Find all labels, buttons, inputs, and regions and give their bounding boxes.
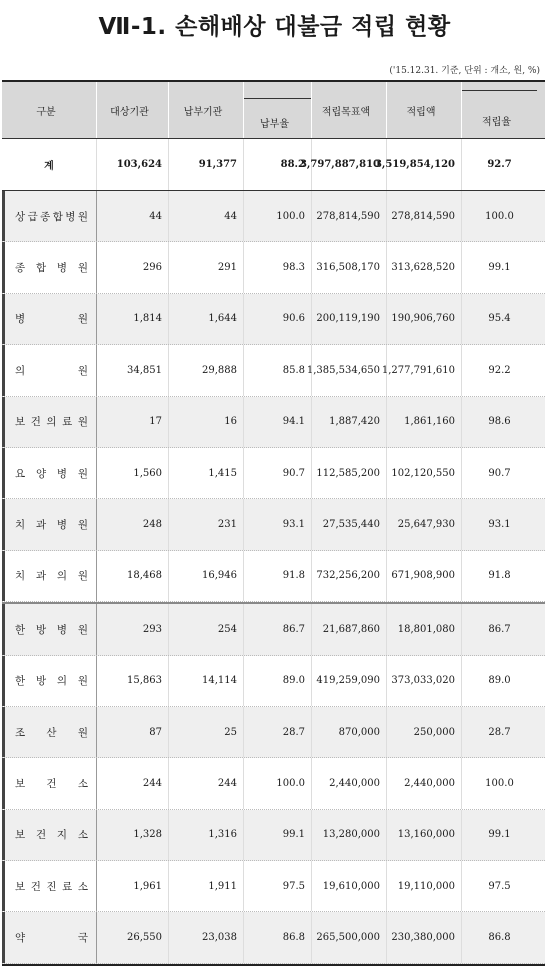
cell-target: 1,961 — [97, 861, 169, 911]
total-paid-rate: 88.2 — [244, 139, 312, 190]
header-category: 구분 — [2, 82, 97, 138]
category-char: 병 — [56, 623, 68, 636]
category-char: 원 — [77, 623, 88, 636]
cell-paid-inst: 23,038 — [169, 912, 244, 962]
total-target: 103,624 — [97, 139, 169, 190]
category-char: 소 — [77, 829, 88, 842]
total-row — [2, 139, 545, 191]
cell-target-amount: 13,280,000 — [312, 810, 387, 860]
header-target: 대상기관 — [97, 82, 169, 138]
category-char: 보 — [15, 829, 26, 842]
total-label: 계 — [2, 139, 97, 190]
table-row — [2, 499, 545, 550]
cell-paid-inst: 244 — [169, 758, 244, 808]
category-char: 병 — [56, 519, 68, 532]
category-char: 약 — [15, 932, 26, 945]
category-char: 방 — [35, 623, 47, 636]
cell-target: 1,328 — [97, 810, 169, 860]
cell-target: 1,814 — [97, 294, 169, 344]
category-char: 원 — [77, 262, 88, 275]
category-char: 병 — [56, 467, 68, 480]
row-category — [2, 448, 97, 498]
category-char: 종 — [15, 262, 26, 275]
category-char: 보 — [15, 777, 26, 790]
cell-accrual-rate: 99.1 — [488, 829, 511, 841]
category-char: 원 — [77, 726, 88, 739]
cell-paid-rate: 90.7 — [244, 448, 312, 498]
table-row — [2, 551, 545, 602]
category-char: 건 — [30, 416, 41, 429]
cell-paid-inst: 29,888 — [169, 345, 244, 395]
table-header — [2, 82, 545, 139]
cell-target-amount: 278,814,590 — [312, 191, 387, 241]
category-char: 양 — [35, 467, 47, 480]
row-category — [2, 758, 97, 808]
category-char: 건 — [46, 777, 57, 790]
cell-paid-inst: 16 — [169, 397, 244, 447]
cell-accrual-rate: 90.7 — [488, 467, 511, 479]
cell-accrual-rate: 86.7 — [488, 623, 511, 635]
header-accrual-rate: 적립율 — [462, 82, 537, 138]
row-category — [2, 242, 97, 292]
cell-target-amount: 19,610,000 — [312, 861, 387, 911]
table-row — [2, 656, 545, 707]
category-char: 원 — [77, 313, 88, 326]
category-char: 한 — [15, 675, 26, 688]
cell-target: 293 — [97, 604, 169, 654]
category-char: 상 — [15, 210, 26, 223]
cell-amount: 1,861,160 — [387, 397, 462, 447]
category-char: 료 — [62, 416, 73, 429]
table-row — [2, 345, 545, 396]
cell-accrual-rate: 97.5 — [488, 880, 511, 892]
category-char: 의 — [56, 570, 68, 583]
row-category — [2, 707, 97, 757]
category-char: 산 — [46, 726, 57, 739]
cell-target: 296 — [97, 242, 169, 292]
category-char: 보 — [15, 416, 26, 429]
row-category — [2, 499, 97, 549]
cell-target-amount: 419,259,090 — [312, 656, 387, 706]
cell-paid-rate: 100.0 — [244, 191, 312, 241]
category-char: 국 — [77, 932, 88, 945]
row-category — [2, 656, 97, 706]
cell-paid-rate: 98.3 — [244, 242, 312, 292]
table-row — [2, 397, 545, 448]
header-paid-inst: 납부기관 — [169, 82, 244, 138]
cell-amount: 1,277,791,610 — [387, 345, 462, 395]
category-char: 과 — [35, 519, 47, 532]
cell-paid-inst: 25 — [169, 707, 244, 757]
category-char: 원 — [77, 570, 88, 583]
category-char: 과 — [35, 570, 47, 583]
category-char: 원 — [77, 210, 88, 223]
cell-amount: 25,647,930 — [387, 499, 462, 549]
category-char: 병 — [56, 262, 68, 275]
cell-target: 34,851 — [97, 345, 169, 395]
category-char: 요 — [15, 467, 26, 480]
table-row — [2, 810, 545, 861]
category-char: 소 — [77, 777, 88, 790]
cell-amount: 373,033,020 — [387, 656, 462, 706]
cell-target-amount: 732,256,200 — [312, 551, 387, 601]
category-char: 의 — [56, 675, 68, 688]
cell-amount: 2,440,000 — [387, 758, 462, 808]
row-category — [2, 551, 97, 601]
total-paid-inst: 91,377 — [169, 139, 244, 190]
cell-accrual-rate: 95.4 — [488, 313, 511, 325]
category-char: 료 — [62, 880, 73, 893]
cell-target-amount: 2,440,000 — [312, 758, 387, 808]
row-category — [2, 397, 97, 447]
category-char: 병 — [15, 313, 26, 326]
table-row — [2, 602, 545, 655]
category-char: 원 — [77, 675, 88, 688]
cell-target-amount: 112,585,200 — [312, 448, 387, 498]
table-row — [2, 294, 545, 345]
cell-paid-rate: 97.5 — [244, 861, 312, 911]
cell-paid-rate: 91.8 — [244, 551, 312, 601]
cell-paid-rate: 85.8 — [244, 345, 312, 395]
cell-paid-inst: 231 — [169, 499, 244, 549]
cell-target: 244 — [97, 758, 169, 808]
category-char: 원 — [77, 519, 88, 532]
table-row — [2, 448, 545, 499]
row-category — [2, 861, 97, 911]
category-char: 방 — [35, 675, 47, 688]
table-body — [2, 191, 545, 964]
total-accrual-rate: 92.7 — [487, 159, 512, 170]
cell-accrual-rate: 86.8 — [488, 932, 511, 944]
row-category — [2, 912, 97, 962]
cell-accrual-rate: 100.0 — [485, 210, 514, 222]
cell-paid-rate: 94.1 — [244, 397, 312, 447]
cell-paid-rate: 89.0 — [244, 656, 312, 706]
category-char: 조 — [15, 726, 26, 739]
category-char: 합 — [35, 262, 47, 275]
cell-accrual-rate: 100.0 — [485, 777, 514, 789]
category-char: 한 — [15, 623, 26, 636]
category-char: 지 — [56, 829, 68, 842]
table-row — [2, 912, 545, 963]
header-amount: 적립액 — [387, 82, 462, 138]
cell-target: 44 — [97, 191, 169, 241]
cell-target-amount: 200,119,190 — [312, 294, 387, 344]
page-title: Ⅶ-1. 손해배상 대불금 적립 현황 — [98, 14, 451, 40]
cell-paid-rate: 90.6 — [244, 294, 312, 344]
cell-accrual-rate: 98.6 — [488, 416, 511, 428]
cell-target-amount: 316,508,170 — [312, 242, 387, 292]
row-category — [2, 294, 97, 344]
cell-target: 26,550 — [97, 912, 169, 962]
cell-paid-rate: 100.0 — [244, 758, 312, 808]
cell-amount: 18,801,080 — [387, 604, 462, 654]
total-amount: 3,519,854,120 — [387, 139, 462, 190]
category-char: 건 — [35, 829, 47, 842]
category-char: 원 — [77, 416, 88, 429]
cell-target-amount: 870,000 — [312, 707, 387, 757]
category-char: 급 — [27, 210, 38, 223]
cell-amount: 19,110,000 — [387, 861, 462, 911]
row-category — [2, 604, 97, 654]
table-row — [2, 707, 545, 758]
category-char: 의 — [46, 416, 57, 429]
cell-paid-inst: 14,114 — [169, 656, 244, 706]
total-target-amount: 3,797,887,810 — [312, 139, 387, 190]
category-char: 병 — [65, 210, 76, 223]
cell-amount: 102,120,550 — [387, 448, 462, 498]
table-row — [2, 861, 545, 912]
cell-accrual-rate: 93.1 — [488, 519, 511, 531]
header-paid-rate: 납부율 — [244, 82, 312, 138]
category-char: 보 — [15, 880, 26, 893]
cell-paid-inst: 1,644 — [169, 294, 244, 344]
cell-paid-rate: 86.7 — [244, 604, 312, 654]
cell-accrual-rate: 91.8 — [488, 570, 511, 582]
cell-amount: 671,908,900 — [387, 551, 462, 601]
cell-accrual-rate: 92.2 — [488, 364, 511, 376]
cell-amount: 250,000 — [387, 707, 462, 757]
accrual-table — [2, 80, 545, 966]
cell-paid-inst: 16,946 — [169, 551, 244, 601]
category-char: 진 — [46, 880, 57, 893]
cell-accrual-rate: 89.0 — [488, 675, 511, 687]
cell-paid-inst: 44 — [169, 191, 244, 241]
cell-target: 17 — [97, 397, 169, 447]
cell-amount: 13,160,000 — [387, 810, 462, 860]
cell-amount: 278,814,590 — [387, 191, 462, 241]
category-char: 원 — [77, 364, 88, 377]
cell-amount: 190,906,760 — [387, 294, 462, 344]
cell-paid-inst: 291 — [169, 242, 244, 292]
cell-target-amount: 27,535,440 — [312, 499, 387, 549]
category-char: 소 — [77, 880, 88, 893]
cell-target-amount: 1,385,534,650 — [312, 345, 387, 395]
cell-paid-rate: 86.8 — [244, 912, 312, 962]
row-category — [2, 810, 97, 860]
category-char: 치 — [15, 570, 26, 583]
cell-accrual-rate: 28.7 — [488, 726, 511, 738]
row-category — [2, 345, 97, 395]
category-char: 치 — [15, 519, 26, 532]
cell-paid-inst: 254 — [169, 604, 244, 654]
row-category — [2, 191, 97, 241]
cell-target-amount: 1,887,420 — [312, 397, 387, 447]
cell-accrual-rate: 99.1 — [488, 262, 511, 274]
category-char: 종 — [40, 210, 51, 223]
cell-paid-rate: 99.1 — [244, 810, 312, 860]
category-char: 합 — [52, 210, 63, 223]
cell-target: 18,468 — [97, 551, 169, 601]
cell-target: 1,560 — [97, 448, 169, 498]
cell-paid-inst: 1,415 — [169, 448, 244, 498]
cell-paid-inst: 1,911 — [169, 861, 244, 911]
header-target-amount: 적립목표액 — [312, 82, 387, 138]
cell-paid-rate: 28.7 — [244, 707, 312, 757]
cell-target: 15,863 — [97, 656, 169, 706]
table-row — [2, 242, 545, 293]
unit-note: ('15.12.31. 기준, 단위 : 개소, 원, %) — [389, 66, 540, 76]
table-row — [2, 758, 545, 809]
cell-paid-rate: 93.1 — [244, 499, 312, 549]
cell-paid-inst: 1,316 — [169, 810, 244, 860]
cell-target-amount: 265,500,000 — [312, 912, 387, 962]
cell-amount: 230,380,000 — [387, 912, 462, 962]
category-char: 의 — [15, 364, 26, 377]
table-row — [2, 191, 545, 242]
category-char: 원 — [77, 467, 88, 480]
cell-amount: 313,628,520 — [387, 242, 462, 292]
cell-target: 248 — [97, 499, 169, 549]
cell-target: 87 — [97, 707, 169, 757]
category-char: 건 — [30, 880, 41, 893]
cell-target-amount: 21,687,860 — [312, 604, 387, 654]
